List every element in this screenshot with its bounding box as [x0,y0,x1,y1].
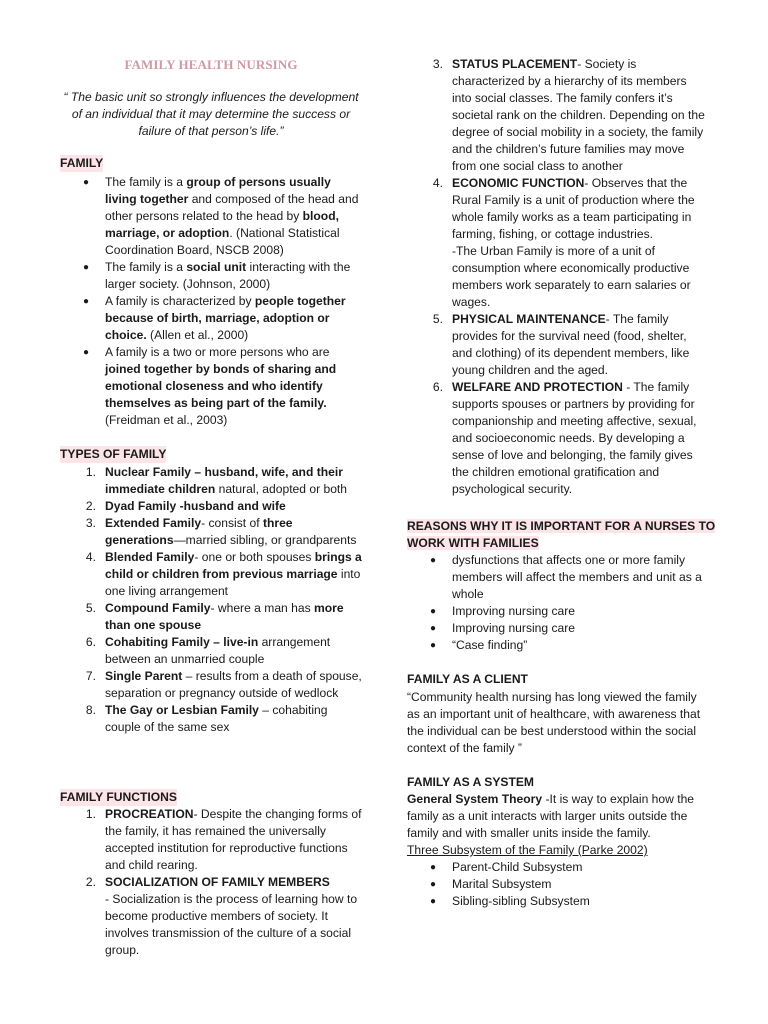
list-item-text [105,294,346,342]
family-function-item [407,379,707,498]
list-number: 5. [432,312,443,326]
bold-text: The Gay or Lesbian Family [105,703,259,717]
bullet-icon: ● [83,177,90,188]
page-title: FAMILY HEALTH NURSING [124,57,298,72]
reason-item [407,603,707,620]
list-number: 2. [85,875,96,889]
system-heading: FAMILY AS A SYSTEM [407,775,535,789]
list-number: 7. [85,669,96,683]
bold-text: ECONOMIC FUNCTION [452,176,585,190]
bullet-icon: ● [83,262,90,273]
family-type-item [60,498,362,515]
list-number: 2. [85,499,96,513]
bullet-icon: ● [83,296,90,307]
list-item-text [105,499,286,513]
text: - consist of [201,516,263,530]
reasons-heading-text: REASONS WHY IT IS IMPORTANT FOR A NURSES TO WORK WITH FAMILIES [407,519,716,550]
list-item-text [105,550,362,598]
text: into one living arrangement [105,567,361,598]
functions-list-left [60,806,362,959]
text: interacting with the larger society. (Johnson, 2000) [105,260,351,291]
list-number: 3. [432,57,443,71]
family-definitions-list [60,174,362,429]
list-item-text: Improving nursing care [452,604,576,618]
family-type-item [60,515,362,549]
list-item-text [105,345,336,427]
bullet-icon: ● [430,640,437,651]
list-item-text [105,601,344,632]
bold-text: Single Parent [105,669,183,683]
family-type-item [60,549,362,600]
text: arrangement between an unmarried couple [105,635,331,666]
text: – cohabiting couple of the same sex [105,703,328,734]
functions-list-right [407,56,707,498]
bullet-icon: ● [430,555,437,566]
client-heading: FAMILY AS A CLIENT [407,672,528,686]
text: (Freidman et al., 2003) [105,413,228,427]
family-type-item [60,600,362,634]
list-item-text [452,312,689,377]
list-item-text [452,380,697,496]
list-number: 3. [85,516,96,530]
system-theory-label: General System Theory [407,792,543,806]
list-item-text: Marital Subsystem [452,877,552,891]
list-number: 6. [85,635,96,649]
bold-text: joined together by bonds of sharing and emotional closeness and who identify themselves as being part of the family. [105,362,337,410]
list-item-text: Parent-Child Subsystem [452,860,583,874]
functions-heading: FAMILY FUNCTIONS [60,790,177,804]
list-item-text: Improving nursing care [452,621,576,635]
text: - Socialization is the process of learning how to become productive members of society. It involves transmission of the culture of a social group. [105,892,358,957]
list-item-text [105,875,357,957]
text: - The family supports spouses or partners by providing for companionship and meeting affective, sexual, and socioeconomic needs. By developing a sense of love and belonging, the family gives the children emotional gratification and psychological security. [452,380,697,496]
text: - Observes that the Rural Family is a unit of production where the whole family works as a team participating in farming, fishing, or cottage industries. [452,176,695,241]
family-type-item [60,668,362,702]
family-function-item [407,175,707,311]
bold-text: Cohabiting Family – live-in [105,635,259,649]
family-definition-item [60,259,362,293]
list-number: 1. [85,807,96,821]
text: - where a man has [210,601,315,615]
bold-text: Blended Family [105,550,195,564]
bold-text: brings a child or children from previous marriage [105,550,362,581]
bold-text: PROCREATION [105,807,194,821]
bold-text: PHYSICAL MAINTENANCE [452,312,606,326]
bold-text: people together because of birth, marriage, adoption or choice. [105,294,346,342]
text: (Allen et al., 2000) [146,328,249,342]
list-item-text [105,669,362,700]
reasons-heading [407,518,717,552]
bold-text: three generations [105,516,293,547]
list-item-text [105,516,356,547]
bold-text: blood, marriage, or adoption [105,209,339,240]
subsystem-item [407,893,707,910]
bold-text: SOCIALIZATION OF FAMILY MEMBERS [105,875,330,889]
reason-item [407,552,707,603]
bold-text: STATUS PLACEMENT [452,57,578,71]
list-item-text [105,703,328,734]
bullet-icon: ● [430,606,437,617]
family-definition-item [60,293,362,344]
text: —married sibling, or grandparents [173,533,357,547]
list-item-text [105,635,330,666]
bullet-icon: ● [83,347,90,358]
bold-text: WELFARE AND PROTECTION [452,380,623,394]
list-item-text: dysfunctions that affects one or more family members will affect the members and unit as a whole [452,553,702,601]
types-heading: TYPES OF FAMILY [60,447,167,461]
subsystem-title: Three Subsystem of the Family (Parke 2002) [407,843,648,857]
text: -The Urban Family is more of a unit of consumption where economically productive members work separately to earn salaries or wages. [452,244,691,309]
list-item-text: Sibling-sibling Subsystem [452,894,590,908]
bold-text: group of persons usually living together [105,175,331,206]
bullet-icon: ● [430,879,437,890]
text: natural, adopted or both [215,482,348,496]
bullet-icon: ● [430,896,437,907]
bold-text: social unit [186,260,247,274]
family-function-item [60,806,362,874]
text: . (National Statistical Coordination Board, NSCB 2008) [105,226,340,257]
text: – results from a death of spouse, separation or pregnancy outside of wedlock [105,669,362,700]
family-definition-item [60,174,362,259]
text: - one or both spouses [194,550,315,564]
family-type-item [60,702,362,736]
list-number: 8. [85,703,96,717]
text: A family is a two or more persons who are [105,345,330,359]
list-number: 4. [85,550,96,564]
list-number: 1. [85,465,96,479]
text: The family is a [105,260,187,274]
list-number: 6. [432,380,443,394]
bold-text: more than one spouse [105,601,344,632]
list-item-text [105,260,350,291]
types-list [60,464,362,736]
list-item-text [452,57,705,173]
system-theory-text: -It is way to explain how the family as a unit interacts with larger units outside the family and with smaller units inside the family. [407,792,695,840]
subsystem-item [407,859,707,876]
list-number: 5. [85,601,96,615]
family-type-item [60,464,362,498]
list-item-text [105,465,347,496]
bold-text: Dyad Family -husband and wife [105,499,286,513]
list-item-text [105,175,358,257]
client-text: “Community health nursing has long viewed the family as an important unit of healthcare, with awareness that the individual can be best understood within the social context of the family ” [407,690,701,755]
opening-quote: “ The basic unit so strongly influences the development of an individual that it may determine the success or failure of that person’s life.” [63,90,359,138]
text: - Society is characterized by a hierarchy of its members into social classes. The family confers it’s societal rank on the children. Depending on the degree of social mobility in a society, the family and the children’s future families may move from one social class to another [452,57,705,173]
text: A family is characterized by [105,294,255,308]
subsystem-list [407,859,707,910]
family-function-item [60,874,362,959]
system-theory [407,791,709,842]
text: and composed of the head and other persons related to the head by [105,192,359,223]
family-definition-item [60,344,362,429]
family-type-item [60,634,362,668]
text: - The family provides for the survival need (food, shelter, and clothing) of its dependent members, like young children and the aged. [452,312,690,377]
list-item-text [452,176,695,309]
subsystem-item [407,876,707,893]
bullet-icon: ● [430,862,437,873]
text: - Despite the changing forms of the family, it has remained the universally accepted institution for reproductive functions and child rearing. [105,807,362,872]
family-heading: FAMILY [60,156,104,170]
bold-text: Nuclear Family – husband, wife, and their immediate children [105,465,343,496]
list-item-text: “Case finding” [452,638,528,652]
reasons-list [407,552,707,654]
reason-item [407,637,707,654]
family-function-item [407,56,707,175]
bullet-icon: ● [430,623,437,634]
list-item-text [105,807,362,872]
bold-text: Compound Family [105,601,211,615]
list-number: 4. [432,176,443,190]
text: The family is a [105,175,187,189]
reason-item [407,620,707,637]
bold-text: Extended Family [105,516,202,530]
family-function-item [407,311,707,379]
